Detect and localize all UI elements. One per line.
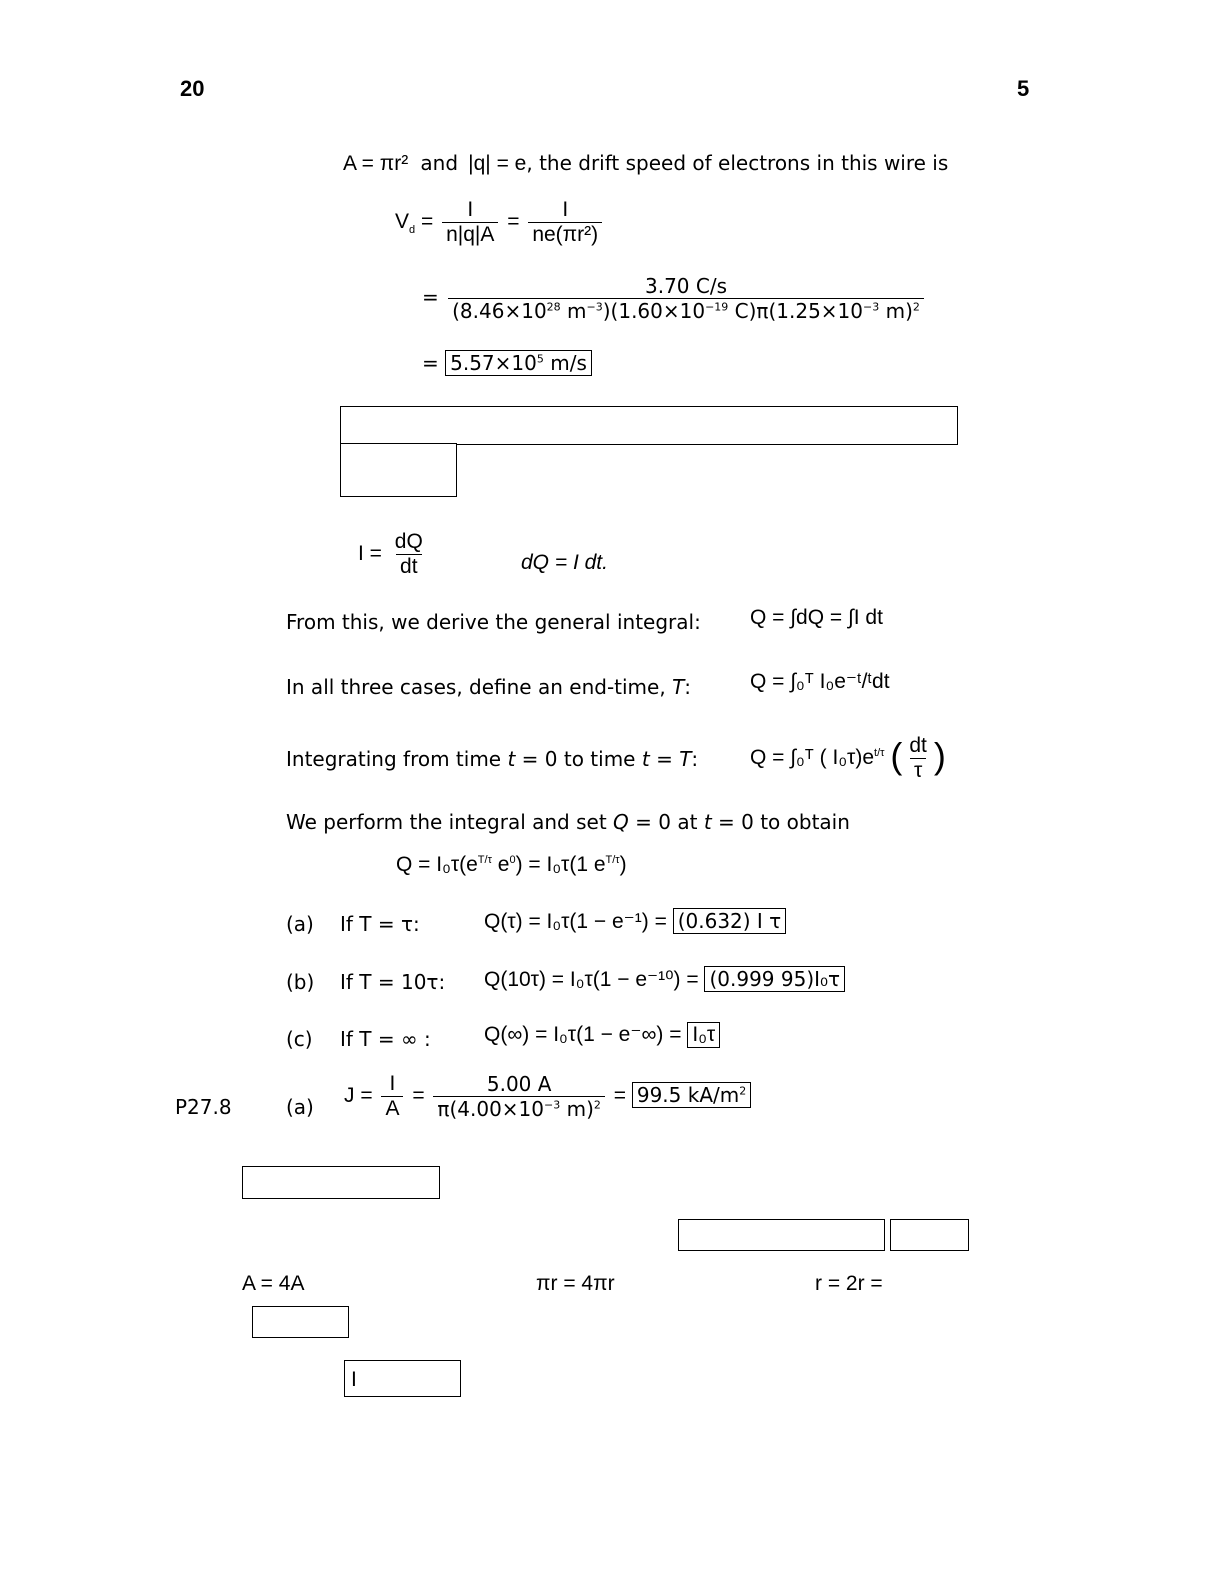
end-time-text: In all three cases, define an end-time, T:: [286, 675, 692, 699]
case-a-equation: Q(τ) = I₀τ(1 − e⁻¹) = (0.632) I τ: [484, 908, 786, 934]
case-b-condition: If T = 10τ:: [340, 970, 446, 994]
integrating-eq: Q = ∫₀ᵀ ( $I_0\tau)e^{t/\tau}$ ( $\frac{dt}{\tau}$ ): [750, 734, 946, 782]
blank-box: [678, 1219, 885, 1251]
radius-relation: r = 2r =: [815, 1272, 883, 1295]
blank-box: [340, 406, 958, 445]
answer-box: I: [344, 1360, 461, 1397]
drift-intro-text: , the drift speed of electrons in this wire is: [526, 151, 949, 175]
charge-magnitude: |q| = e: [468, 152, 527, 175]
case-a-result-box: (0.632) I τ: [673, 908, 787, 934]
perform-integral-text: We perform the integral and set Q = 0 at t = 0 to obtain: [286, 810, 850, 834]
fraction-1: $\frac{I}{n|q|A}$: [442, 198, 498, 247]
vd-symbol: $V_d$: [395, 210, 416, 237]
current-density-eq: J = $\frac{I}{A}$ = $\frac{5.00 A}{\pi(4.00\times 10^{-3} m)^2}$ = 99.5 $kA/m^2$: [344, 1072, 751, 1121]
case-c-condition: If T = ∞ :: [340, 1027, 431, 1051]
case-b-result-box: (0.999 95)I₀τ: [704, 966, 845, 992]
equals-sign: =: [422, 285, 439, 309]
area-relation: A = 4A: [242, 1272, 305, 1295]
area-formula: A = πr²: [343, 152, 409, 175]
blank-box: [252, 1306, 349, 1338]
blank-box: [340, 443, 457, 497]
page-number-left: 20: [180, 76, 205, 101]
problem-part: (a): [286, 1095, 314, 1119]
fraction-3: $\frac{3.70 C/s}{(8.46\times 10^{28} m^{-3})(1.60\times 10^{-19} C)\pi(1.25\times 10^{-3} m)^2}$: [448, 274, 924, 323]
fraction-2: $\frac{I}{\text{ne(πr²)}}$: [528, 198, 602, 247]
current-density-result-box: 99.5 $kA/m^2$: [632, 1082, 751, 1108]
current-definition: I = $\frac{dQ}{dt}$: [358, 530, 423, 578]
integrating-text: Integrating from time t = 0 to time t = T:: [286, 747, 699, 771]
equals-sign: =: [420, 210, 434, 234]
case-a-condition: If T = τ:: [340, 912, 420, 936]
page-number-right: 5: [1017, 76, 1030, 101]
dq-relation: dQ = I dt.: [521, 551, 608, 574]
blank-box: [242, 1166, 440, 1199]
equals-sign: =: [507, 210, 520, 234]
pi-r-relation: πr = 4πr: [536, 1272, 615, 1295]
equals-sign: =: [422, 351, 439, 375]
drift-result: [422, 350, 592, 376]
general-integral-text: From this, we derive the general integral:: [286, 610, 701, 634]
drift-substitution: [422, 274, 927, 323]
case-b: (b): [286, 970, 315, 994]
drift-intro: [343, 150, 948, 176]
case-a: (a): [286, 912, 314, 936]
general-integral-eq: Q = ∫dQ = ∫I dt: [750, 606, 883, 629]
and-word: and: [420, 151, 459, 175]
end-time-eq: Q = ∫₀ᵀ I₀e⁻ᵗ/ᵗdt: [750, 670, 890, 693]
integral-result: $Q = I_0\tau(e^{T/\tau}$ $e^0) = I_0\tau(1$ $e^{T/\tau}$): [396, 853, 627, 876]
case-b-equation: Q(10τ) = I₀τ(1 − e⁻¹⁰) = (0.999 95)I₀τ: [484, 966, 845, 992]
problem-number: P27.8: [175, 1095, 232, 1119]
drift-speed-formula: [395, 198, 605, 247]
drift-result-box: $5.57\times 10^5$ m/s: [445, 350, 592, 376]
case-c-equation: Q(∞) = I₀τ(1 − e⁻∞) = I₀τ: [484, 1022, 720, 1048]
case-c-result-box: I₀τ: [687, 1022, 720, 1048]
case-c: (c): [286, 1027, 313, 1051]
blank-box: [890, 1219, 969, 1251]
